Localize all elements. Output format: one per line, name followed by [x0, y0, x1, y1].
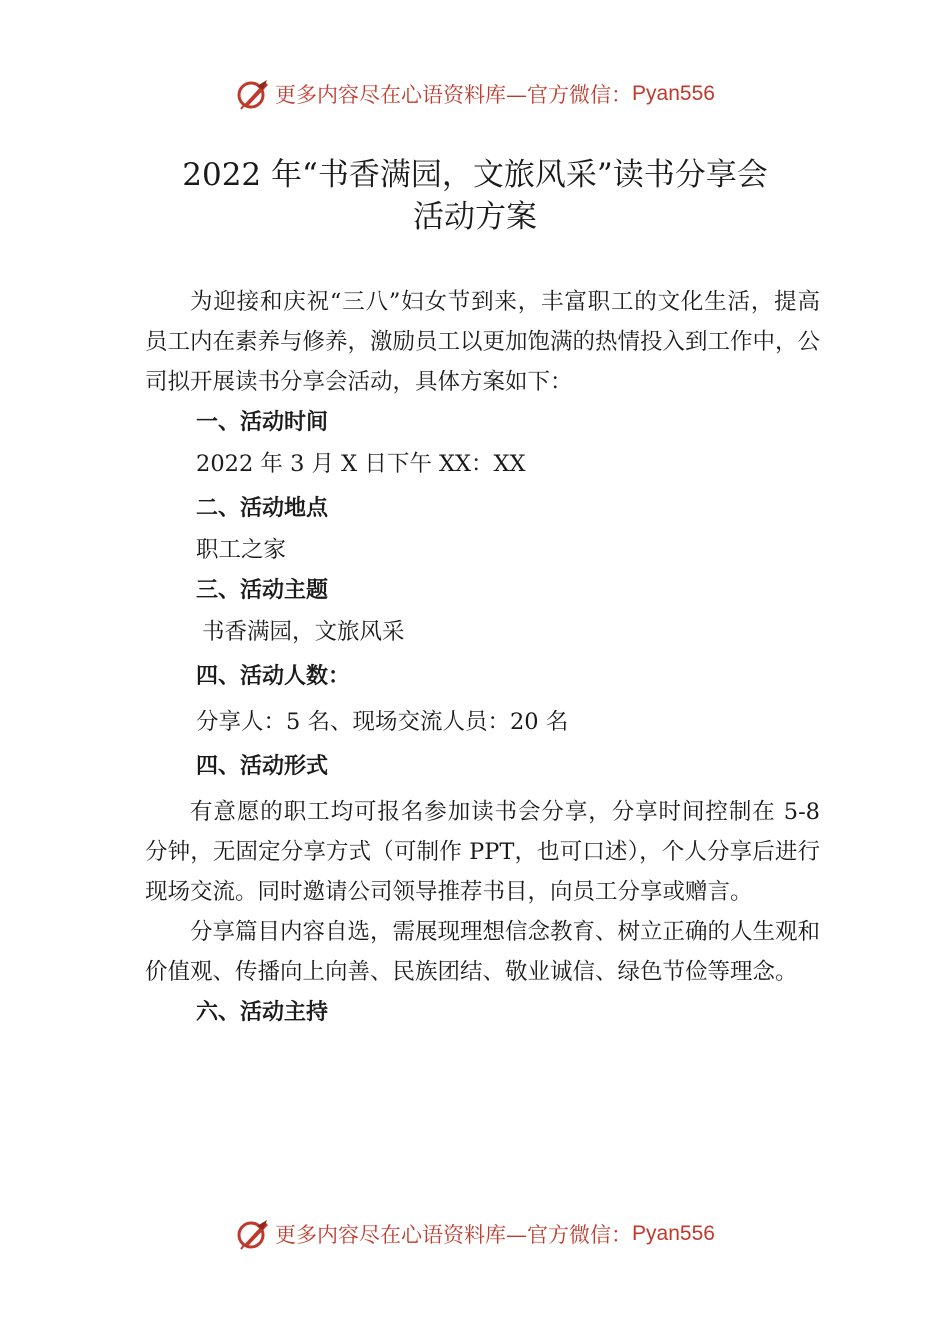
section-body-participants: 分享人：5 名、现场交流人员：20 名: [196, 709, 569, 735]
quill-pen-logo-icon: [235, 76, 271, 112]
section-heading-location: 二、活动地点: [196, 496, 329, 521]
quill-pen-logo-icon: [235, 1216, 271, 1252]
section-body-time: 2022 年 3 月 X 日下午 XX：XX: [196, 451, 526, 477]
document-body: [145, 282, 820, 1034]
footer-watermark: [0, 1214, 950, 1254]
watermark-text: 更多内容尽在心语资料库—官方微信：: [275, 1223, 633, 1247]
watermark-text: 更多内容尽在心语资料库—官方微信：: [275, 83, 633, 107]
section-heading-format: 四、活动形式: [196, 754, 329, 779]
section-paragraph-format-2: 分享篇目内容自选，需展现理想信念教育、树立正确的人生观和价值观、传播向上向善、民族团结、敬业诚信、绿色节俭等理念。: [145, 919, 821, 985]
section-heading-participants: 四、活动人数：: [196, 664, 351, 689]
section-body-location: 职工之家: [196, 537, 287, 563]
watermark-handle: Pyan556: [632, 82, 715, 105]
section-paragraph-format-1: 有意愿的职工均可报名参加读书会分享，分享时间控制在 5-8 分钟，无固定分享方式（可制作 PPT，也可口述），个人分享后进行现场交流。同时邀请公司领导推荐书目，向员工分享或赠言。: [145, 799, 820, 905]
section-heading-host: 六、活动主持: [196, 1000, 329, 1025]
watermark-handle: Pyan556: [632, 1222, 715, 1245]
title-line-1: 2022 年“书香满园，文旅风采”读书分享会: [182, 157, 768, 193]
intro-paragraph: 为迎接和庆祝“三八”妇女节到来，丰富职工的文化生活，提高员工内在素养与修养，激励员工以更加饱满的热情投入到工作中，公司拟开展读书分享会活动，具体方案如下：: [145, 289, 821, 395]
section-body-theme: 书香满园，文旅风采: [202, 619, 405, 645]
header-watermark: [0, 74, 950, 114]
section-heading-time: 一、活动时间: [196, 410, 329, 435]
title-line-2: 活动方案: [413, 199, 537, 235]
section-heading-theme: 三、活动主题: [196, 578, 329, 603]
document-title: [95, 154, 855, 238]
